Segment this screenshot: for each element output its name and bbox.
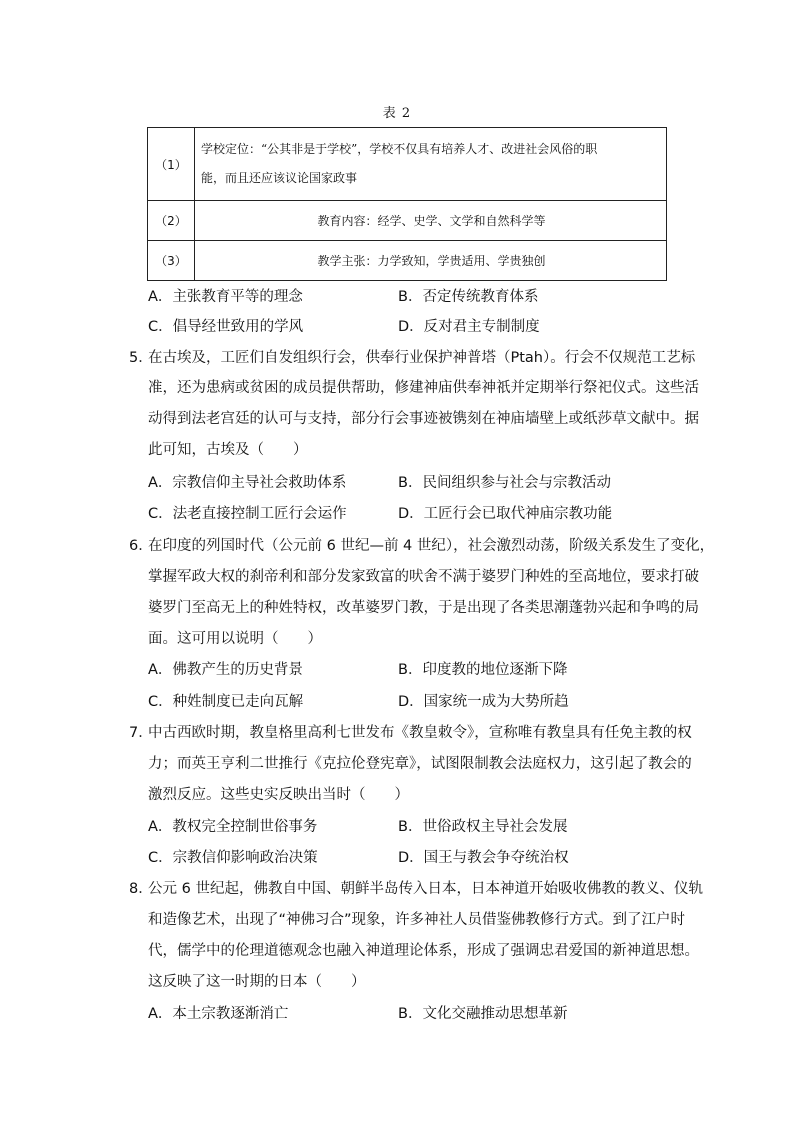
q7-stem-line: 力；而英王亨利二世推行《克拉伦登宪章》，试图限制教会法庭权力，这引起了教会的	[148, 756, 692, 772]
q8-number: 8．	[129, 881, 153, 897]
q4-option-c: C．倡导经世致用的学风	[148, 319, 304, 335]
q7-option-d: D．国王与教会争夺统治权	[398, 850, 569, 866]
q7-option-b: B．世俗政权主导社会发展	[398, 819, 568, 835]
row-number: （3）	[148, 241, 195, 281]
q8-stem-line: 代，儒学中的伦理道德观念也融入神道理论体系，形成了强调忠君爱国的新神道思想。	[148, 943, 699, 959]
q5-option-d: D．工匠行会已取代神庙宗教功能	[398, 506, 613, 522]
row-text-line: 能，而且还应该议论国家政事	[201, 171, 358, 185]
q4-option-d: D．反对君主专制制度	[398, 319, 540, 335]
q5-stem-line: 动得到法老宫廷的认可与支持，部分行会事迹被镌刻在神庙墙壁上或纸莎草文献中。据	[148, 411, 699, 427]
q8-stem-line: 和造像艺术，出现了“神佛习合”现象，许多神社人员借鉴佛教修行方式。到了江户时	[148, 912, 686, 928]
q6-stem-line: 婆罗门至高无上的种姓特权，改革婆罗门教，于是出现了各类思潮蓬勃兴起和争鸣的局	[148, 600, 699, 616]
q6-stem-line: 掌握军政大权的刹帝利和部分发家致富的吠舍不满于婆罗门种姓的至高地位，要求打破	[148, 569, 699, 585]
q7-number: 7．	[129, 725, 153, 741]
row-content: 教育内容：经学、史学、文学和自然科学等	[195, 201, 667, 241]
q6-number: 6．	[129, 538, 153, 554]
q5-option-a: A．宗教信仰主导社会救助体系	[148, 475, 347, 491]
q4-option-b: B．否定传统教育体系	[398, 289, 539, 305]
q8-option-a: A．本土宗教逐渐消亡	[148, 1006, 289, 1022]
q5-stem-line: 准，还为患病或贫困的成员提供帮助，修建神庙供奉神祇并定期举行祭祀仪式。这些活	[148, 380, 699, 396]
q6-stem-line: 面。这可用以说明（ ）	[148, 631, 322, 647]
table-2	[147, 127, 667, 281]
q7-stem-line: 激烈反应。这些史实反映出当时（ ）	[148, 787, 409, 803]
table-caption: 表 2	[382, 106, 412, 121]
row-number: （2）	[148, 201, 195, 241]
q6-stem-line: 在印度的列国时代（公元前 6 世纪—前 4 世纪），社会激烈动荡，阶级关系发生了变化，	[148, 538, 715, 554]
q7-stem-line: 中古西欧时期，教皇格里高利七世发布《教皇敕令》，宣称唯有教皇具有任免主教的权	[148, 725, 692, 741]
q6-option-b: B．印度教的地位逐渐下降	[398, 662, 568, 678]
q8-stem-line: 公元 6 世纪起，佛教自中国、朝鲜半岛传入日本，日本神道开始吸收佛教的教义、仪轨	[148, 881, 703, 897]
q6-option-c: C．种姓制度已走向瓦解	[148, 694, 304, 710]
q5-number: 5．	[129, 350, 153, 366]
q8-stem-line: 这反映了这一时期的日本（ ）	[148, 974, 366, 990]
table-row	[148, 241, 667, 281]
q5-option-b: B．民间组织参与社会与宗教活动	[398, 475, 611, 491]
row-content	[195, 128, 667, 201]
table-row	[148, 128, 667, 201]
q5-stem-line: 在古埃及，工匠们自发组织行会，供奉行业保护神普塔（Ptah）。行会不仅规范工艺标	[148, 350, 696, 366]
table-row	[148, 201, 667, 241]
q5-option-c: C．法老直接控制工匠行会运作	[148, 506, 347, 522]
row-text-line: 学校定位：“公其非是于学校”，学校不仅具有培养人才、改进社会风俗的职	[201, 142, 598, 156]
row-content: 教学主张：力学致知，学贵适用、学贵独创	[195, 241, 667, 281]
q4-option-a: A．主张教育平等的理念	[148, 289, 303, 305]
q6-option-d: D．国家统一成为大势所趋	[398, 694, 569, 710]
row-number: （1）	[148, 128, 195, 201]
q5-stem-line: 此可知，古埃及（ ）	[148, 442, 308, 458]
q7-option-c: C．宗教信仰影响政治决策	[148, 850, 318, 866]
q6-option-a: A．佛教产生的历史背景	[148, 662, 303, 678]
q8-option-b: B．文化交融推动思想革新	[398, 1006, 568, 1022]
q7-option-a: A．教权完全控制世俗事务	[148, 819, 318, 835]
